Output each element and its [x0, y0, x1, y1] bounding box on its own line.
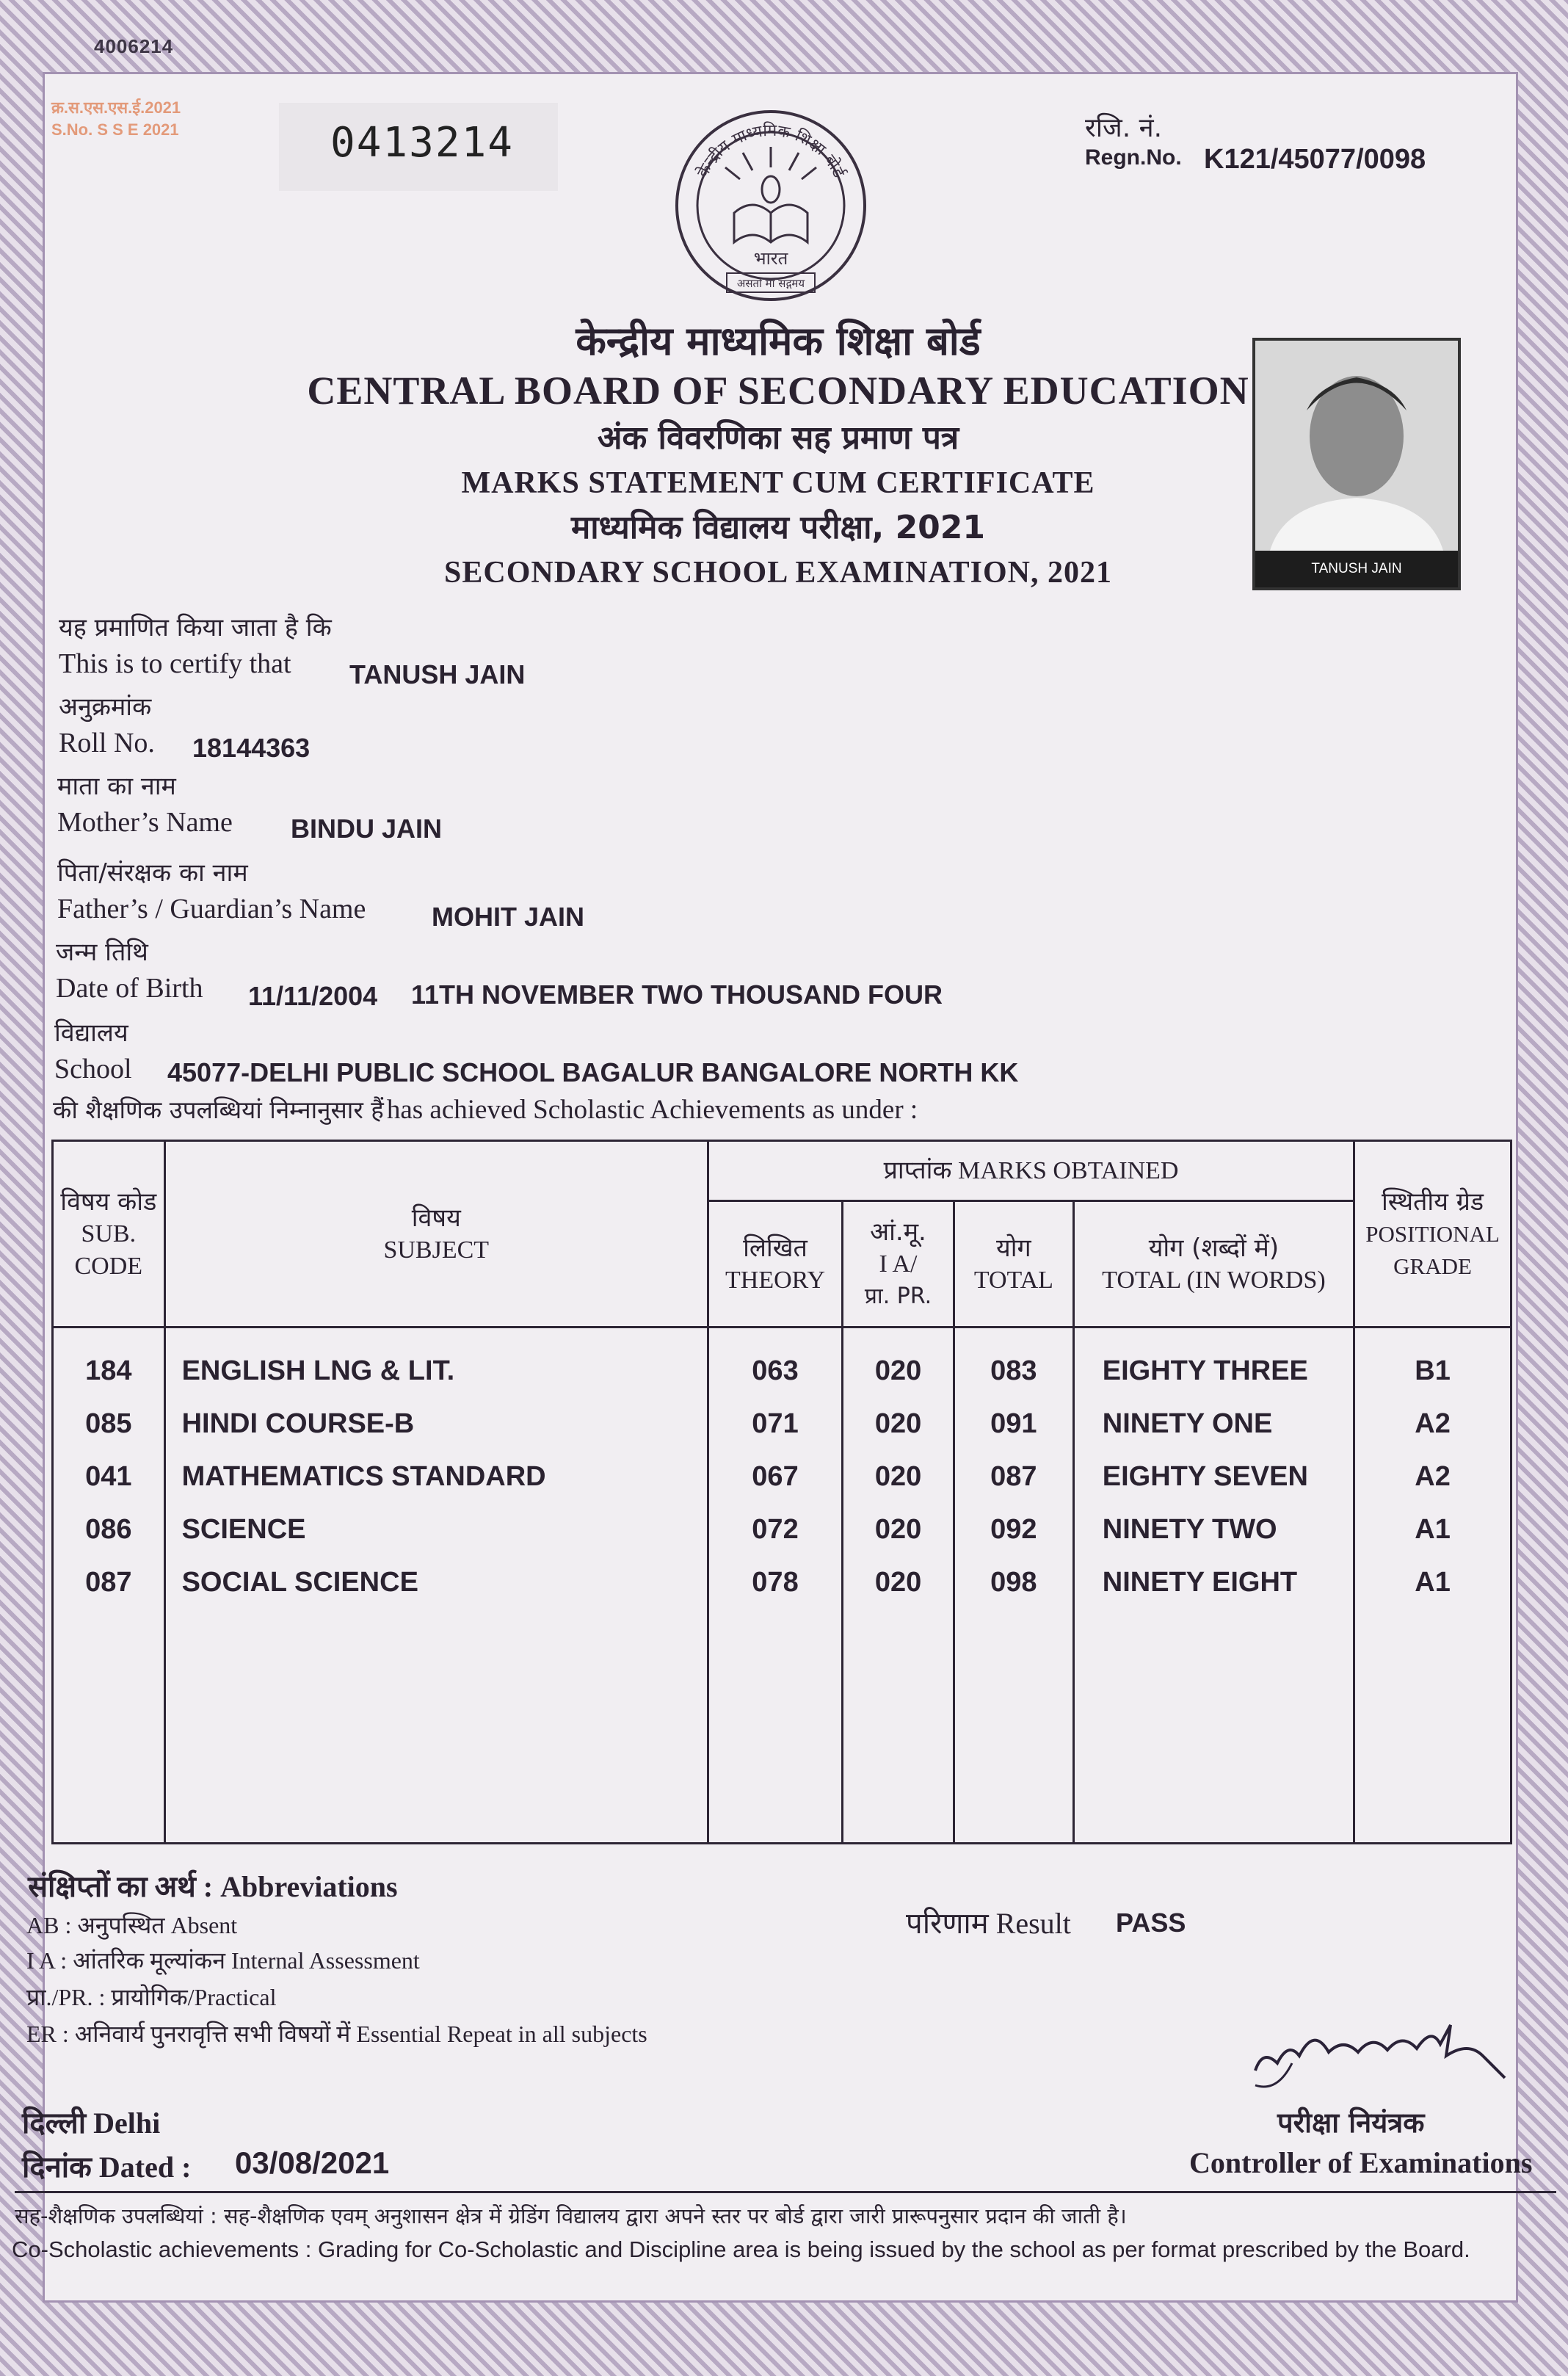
achievement-line	[53, 1093, 918, 1126]
col-code-hindi: विषय कोड	[60, 1187, 157, 1217]
row-ia: 020	[874, 1514, 922, 1545]
total-column	[954, 1328, 1073, 1844]
footer-divider	[15, 2191, 1556, 2193]
row-subject: HINDI COURSE-B	[181, 1408, 415, 1439]
dob-label: Date of Birth	[56, 973, 203, 1004]
row-subject: SOCIAL SCIENCE	[181, 1567, 418, 1598]
abbreviation-line: I A : आंतरिक मूल्यांकन Internal Assessment	[26, 1947, 420, 1974]
controller-signature-icon	[1248, 2012, 1512, 2115]
col-words-header	[1073, 1201, 1354, 1328]
marks-table	[51, 1140, 1512, 1844]
footer-note: Co-Scholastic achievements : Grading for Co-Scholastic and Discipline area is being issued by the school as per format prescribed by the Board.	[12, 2236, 1470, 2262]
school-label-hindi: विद्यालय	[54, 1018, 128, 1048]
col-grade-en2: GRADE	[1393, 1253, 1472, 1279]
dob-value: 11/11/2004	[248, 981, 378, 1011]
row-theory: 071	[752, 1408, 799, 1439]
col-code-en2: CODE	[74, 1252, 143, 1280]
col-theory-header	[708, 1201, 842, 1328]
row-words: NINETY TWO	[1102, 1514, 1277, 1545]
certify-label: This is to certify that	[59, 648, 291, 679]
row-total: 083	[990, 1355, 1037, 1386]
father-label: Father’s / Guardian’s Name	[57, 894, 366, 924]
row-ia: 020	[874, 1355, 922, 1386]
col-words-hindi: योग (शब्दों में)	[1148, 1233, 1280, 1263]
controller-title-hindi: परीक्षा नियंत्रक	[1277, 2107, 1425, 2139]
col-grade-header	[1354, 1141, 1511, 1328]
marks-body	[53, 1328, 1511, 1844]
marks-obtained-hindi: प्राप्तांक	[883, 1156, 952, 1185]
row-grade: A2	[1415, 1461, 1451, 1492]
father-name: MOHIT JAIN	[432, 902, 585, 932]
regn-label-hindi: रजि. नं.	[1085, 113, 1163, 143]
mother-name: BINDU JAIN	[291, 814, 443, 844]
row-grade: A1	[1415, 1567, 1451, 1598]
col-total-en: TOTAL	[973, 1266, 1053, 1294]
row-theory: 067	[752, 1461, 799, 1492]
row-subject: SCIENCE	[181, 1514, 306, 1545]
footer-note-hindi: सह-शैक्षणिक उपलब्धियां : सह-शैक्षणिक एवम् अनुशासन क्षेत्र में ग्रेडिंग विद्यालय द्वारा अपने स्तर पर बोर्ड द्वारा जारी प्रारूपनुसार प्रदान की जाती है।	[15, 2203, 1127, 2228]
exam-title-hindi: माध्यमिक विद्यालय परीक्षा, 2021	[570, 509, 986, 546]
result-label: परिणाम Result	[906, 1907, 1071, 1940]
dob-words: 11TH NOVEMBER TWO THOUSAND FOUR	[411, 979, 943, 1010]
row-subject: ENGLISH LNG & LIT.	[181, 1355, 455, 1386]
row-ia: 020	[874, 1408, 922, 1439]
regn-number: K121/45077/0098	[1204, 144, 1426, 175]
issue-date-label: दिनांक Dated :	[22, 2151, 192, 2184]
col-total-header	[954, 1201, 1073, 1328]
row-ia: 020	[874, 1567, 922, 1598]
col-pr: प्रा. PR.	[864, 1283, 932, 1309]
row-words: EIGHTY THREE	[1102, 1355, 1308, 1386]
photo-caption: TANUSH JAIN	[1255, 551, 1458, 587]
row-total: 091	[990, 1408, 1037, 1439]
col-total-hindi: योग	[996, 1233, 1031, 1263]
certificate-number: 0413214	[330, 119, 515, 167]
result-value: PASS	[1116, 1908, 1186, 1938]
board-name: CENTRAL BOARD OF SECONDARY EDUCATION	[307, 369, 1249, 413]
col-ia-header	[843, 1201, 954, 1328]
words-column	[1073, 1328, 1354, 1844]
serial-stamp-line1: क्र.स.एस.एस.ई.2021	[51, 98, 181, 117]
row-subject: MATHEMATICS STANDARD	[181, 1461, 546, 1492]
mother-label: Mother’s Name	[57, 807, 233, 838]
top-serial-number: 4006214	[94, 35, 174, 57]
exam-title: SECONDARY SCHOOL EXAMINATION, 2021	[444, 556, 1112, 590]
serial-stamp-line2: S.No. S S E 2021	[51, 120, 179, 139]
col-theory-en: THEORY	[725, 1266, 825, 1294]
grade-column	[1354, 1328, 1511, 1844]
abbreviation-line: AB : अनुपस्थित Absent	[26, 1912, 238, 1938]
serial-stamp	[51, 97, 181, 141]
row-ia: 020	[874, 1461, 922, 1492]
abbreviation-line: प्रा./PR. : प्रायोगिक/Practical	[26, 1984, 277, 2010]
father-label-hindi: पिता/संरक्षक का नाम	[57, 858, 248, 888]
row-words: NINETY EIGHT	[1102, 1567, 1298, 1598]
certify-label-hindi: यह प्रमाणित किया जाता है कि	[59, 613, 332, 642]
row-words: NINETY ONE	[1102, 1408, 1273, 1439]
certificate-number-box	[279, 103, 558, 191]
subject-column	[164, 1328, 708, 1844]
school-name: 45077-DELHI PUBLIC SCHOOL BAGALUR BANGALORE NORTH KK	[167, 1057, 1019, 1087]
row-total: 087	[990, 1461, 1037, 1492]
achievement-hindi: की शैक्षणिक उपलब्धियां निम्नानुसार हैं	[53, 1095, 384, 1124]
issue-place: दिल्ली Delhi	[22, 2107, 161, 2140]
document-title-hindi: अंक विवरणिका सह प्रमाण पत्र	[597, 419, 959, 457]
theory-column	[708, 1328, 842, 1844]
col-grade-hindi: स्थितीय ग्रेड	[1381, 1187, 1484, 1217]
abbreviation-line: ER : अनिवार्य पुनरावृत्ति सभी विषयों में Essential Repeat in all subjects	[26, 2021, 647, 2047]
school-label: School	[54, 1054, 132, 1084]
marks-obtained-header	[708, 1141, 1354, 1201]
col-grade-en1: POSITIONAL	[1365, 1220, 1500, 1247]
controller-title: Controller of Examinations	[1189, 2146, 1533, 2179]
col-code-header	[53, 1141, 165, 1328]
regn-label: Regn.No.	[1085, 145, 1182, 170]
board-name-hindi: केन्द्रीय माध्यमिक शिक्षा बोर्ड	[576, 318, 981, 364]
row-theory: 078	[752, 1567, 799, 1598]
cbse-emblem-icon	[668, 103, 874, 308]
student-photo	[1252, 338, 1461, 590]
col-ia-en: I A/	[879, 1250, 918, 1278]
ia-column	[843, 1328, 954, 1844]
emblem-motto: असतो मा सद्गमय	[736, 277, 805, 290]
row-grade: B1	[1415, 1355, 1451, 1386]
student-portrait-icon	[1255, 341, 1458, 551]
row-code: 184	[85, 1355, 132, 1386]
roll-number: 18144363	[192, 733, 311, 763]
row-total: 092	[990, 1514, 1037, 1545]
row-grade: A2	[1415, 1408, 1451, 1439]
achievement-english: has achieved Scholastic Achievements as under :	[386, 1095, 918, 1125]
row-code: 085	[85, 1408, 132, 1439]
col-subject-header	[164, 1141, 708, 1328]
mother-label-hindi: माता का नाम	[57, 772, 176, 801]
abbreviations-title: संक्षिप्तों का अर्थ : Abbreviations	[28, 1870, 398, 1903]
roll-label-hindi: अनुक्रमांक	[59, 692, 152, 722]
row-code: 086	[85, 1514, 132, 1545]
row-grade: A1	[1415, 1514, 1451, 1545]
row-theory: 063	[752, 1355, 799, 1386]
col-subject-en: SUBJECT	[383, 1236, 490, 1264]
emblem-country: भारत	[753, 248, 788, 269]
col-theory-hindi: लिखित	[743, 1233, 807, 1263]
dob-label-hindi: जन्म तिथि	[56, 938, 148, 967]
code-column	[53, 1328, 165, 1844]
certificate-title-block	[220, 316, 1336, 593]
marks-obtained-en: MARKS OBTAINED	[958, 1157, 1179, 1184]
col-subject-hindi: विषय	[411, 1203, 461, 1233]
row-code: 087	[85, 1567, 132, 1598]
row-words: EIGHTY SEVEN	[1102, 1461, 1308, 1492]
row-total: 098	[990, 1567, 1037, 1598]
row-code: 041	[85, 1461, 132, 1492]
emblem-arc-text: केन्द्रीय माध्यमिक शिक्षा बोर्ड	[694, 121, 848, 181]
issue-date: 03/08/2021	[235, 2145, 390, 2180]
marks-header-row-1	[53, 1141, 1511, 1201]
student-name: TANUSH JAIN	[349, 659, 526, 689]
col-words-en: TOTAL (IN WORDS)	[1102, 1266, 1326, 1294]
col-ia-hindi: आं.मू.	[870, 1217, 926, 1247]
document-title: MARKS STATEMENT CUM CERTIFICATE	[461, 466, 1095, 500]
col-code-en1: SUB.	[81, 1220, 137, 1247]
row-theory: 072	[752, 1514, 799, 1545]
roll-label: Roll No.	[59, 728, 155, 758]
